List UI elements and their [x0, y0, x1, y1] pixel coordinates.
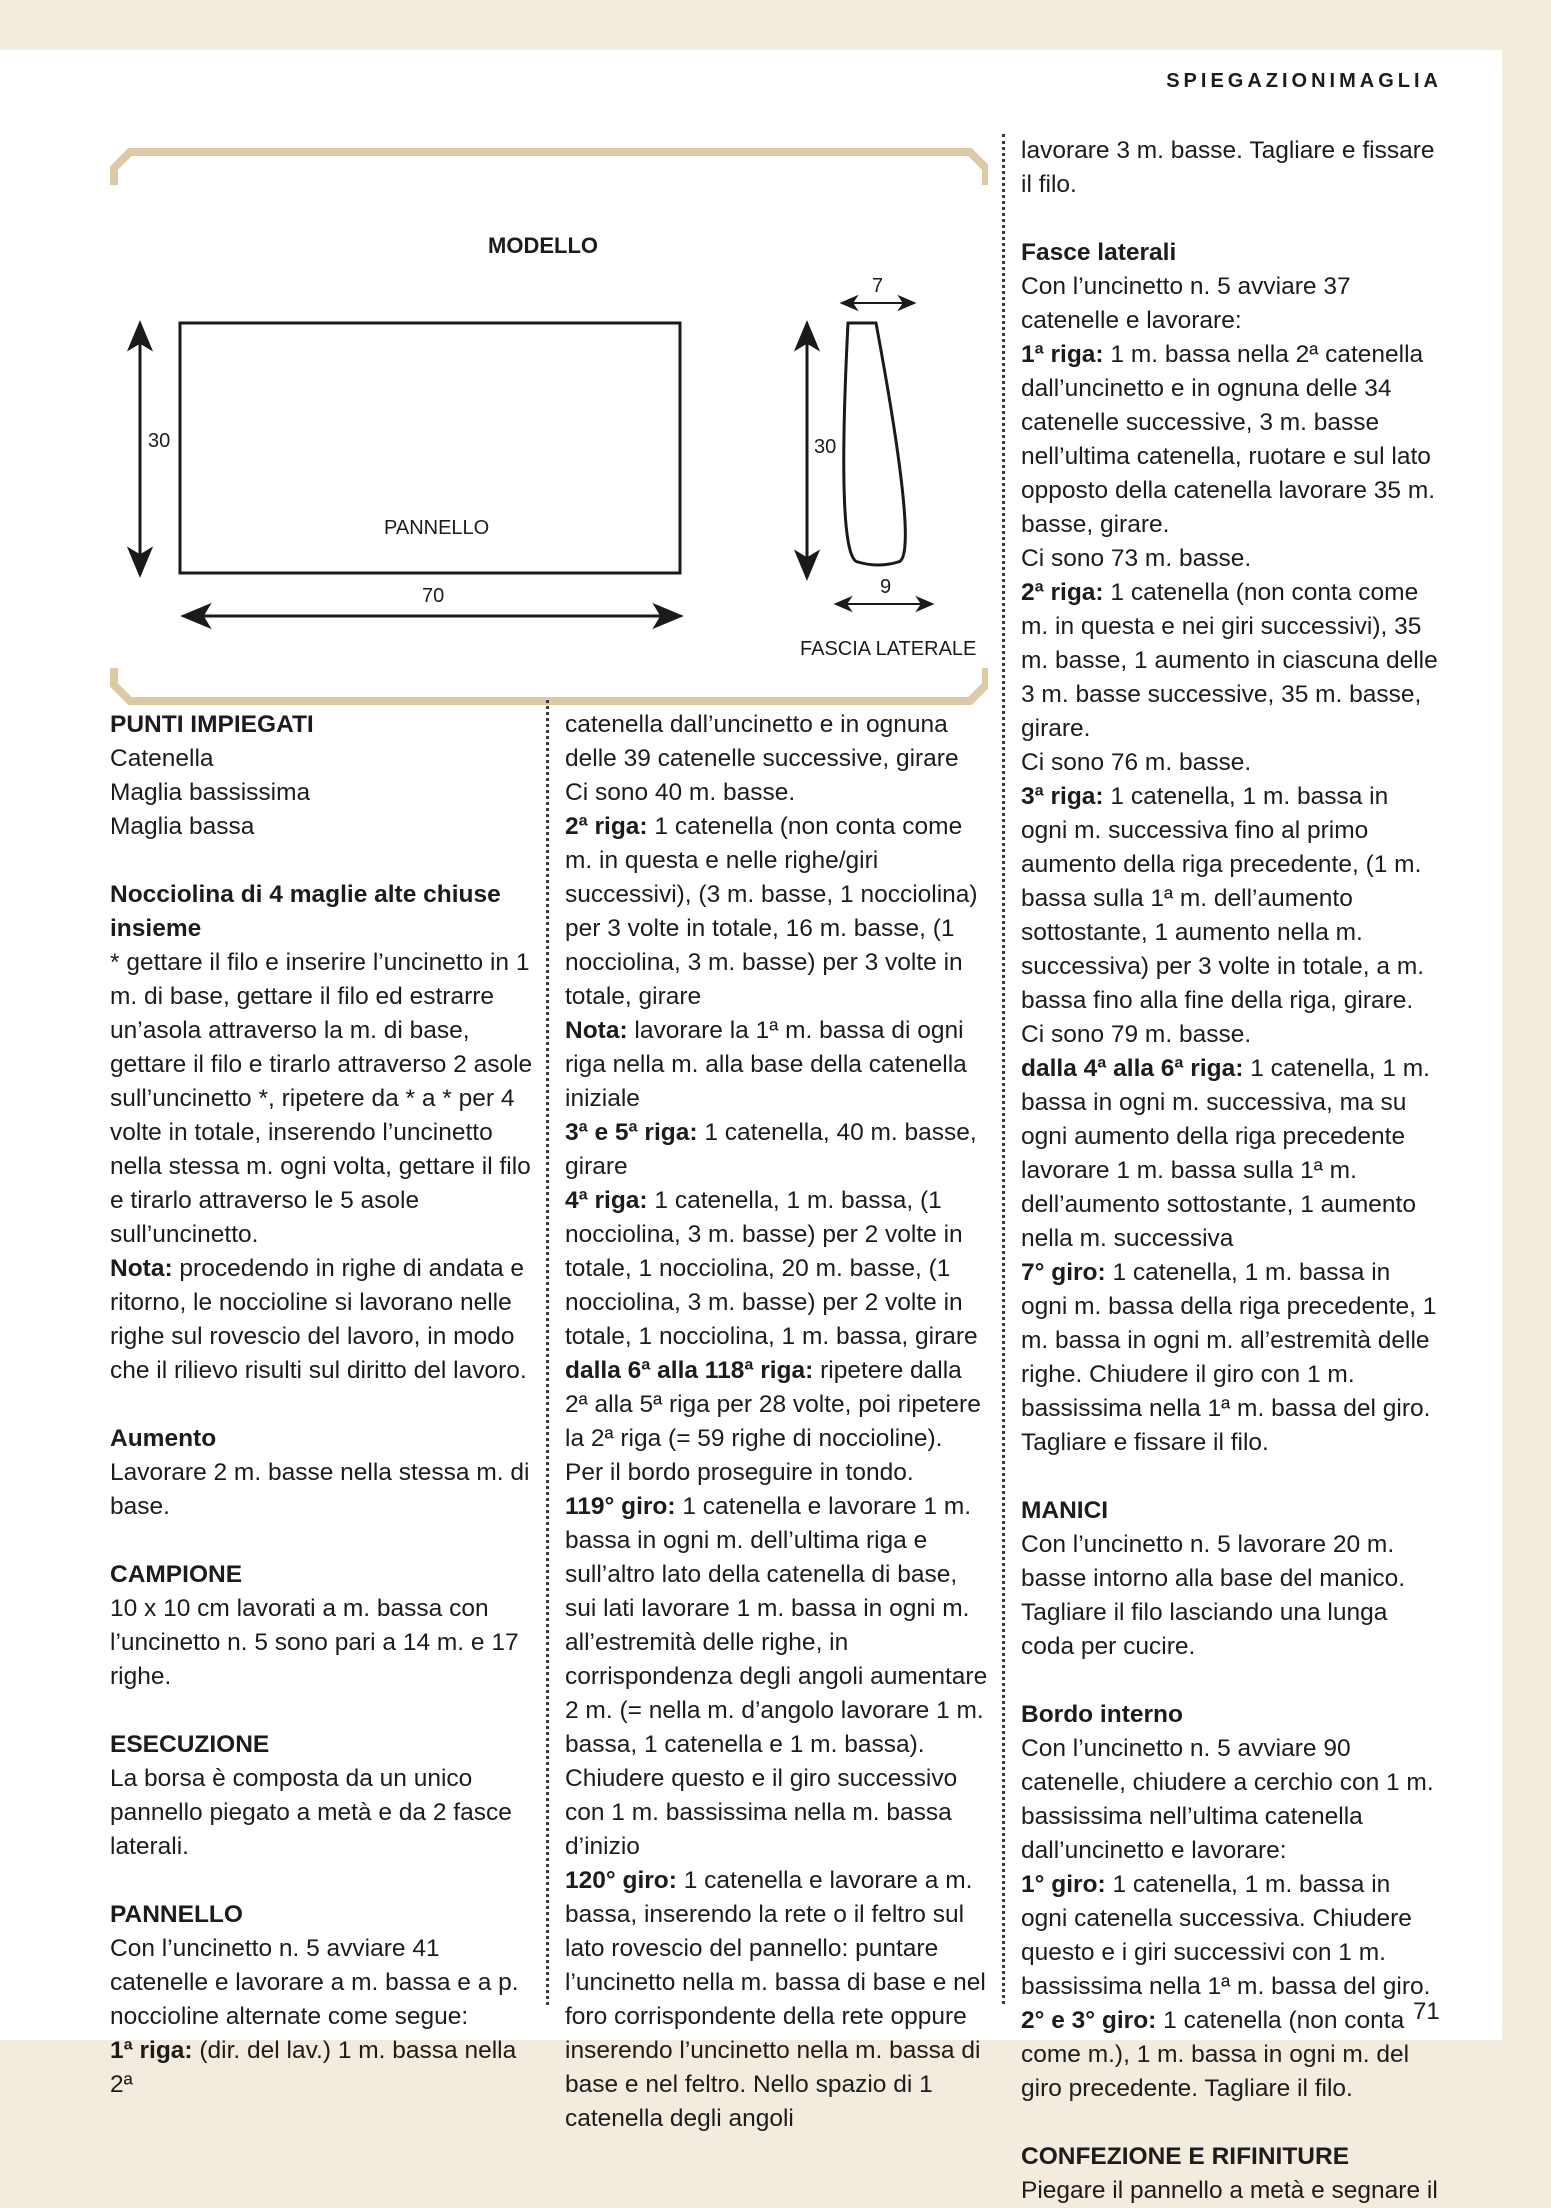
- instruction-row: [1021, 1256, 1441, 1460]
- row-text: 1 catenella, 1 m. bassa, (1 nocciolina, 3 m. basse) per 2 volte in totale, 1 nocciolina, 20 m. basse, (1 nocciolina, 3 m. basse) per 2 volte in totale, 1 nocciolina, 1 m. bassa, girare: [565, 1187, 978, 1350]
- instruction-row: [565, 1864, 990, 2136]
- section-heading: CAMPIONE: [110, 1561, 243, 1588]
- header-section: SPIEGAZIONI: [1166, 70, 1340, 92]
- row-label: 4ª riga:: [565, 1187, 648, 1214]
- spacer: [110, 1864, 535, 1898]
- paragraph: Ci sono 40 m. basse.: [565, 779, 796, 806]
- page: [0, 50, 1502, 2204]
- row-text: 1 catenella e lavorare a m. bassa, inserendo la rete o il feltro sul lato rovescio del pannello: puntare l’uncinetto nella m. bassa di base e nel foro corrispondente della rete oppure inserendo l’uncinetto nella m. bassa di base e nel feltro. Nello spazio di 1 catenella degli angoli: [565, 1867, 986, 2132]
- row-label: 7° giro:: [1021, 1259, 1106, 1286]
- model-diagram: [108, 140, 988, 720]
- side-bottom-width-label: 9: [880, 576, 892, 598]
- section-heading: Aumento: [110, 1425, 217, 1452]
- paragraph: Piegare il pannello a metà e segnare il: [1021, 2177, 1438, 2204]
- panel-height-arrow: [130, 324, 150, 574]
- panel-width-label: 70: [422, 585, 445, 607]
- paragraph: Ci sono 79 m. basse.: [1021, 1021, 1252, 1048]
- section-heading: MANICI: [1021, 1497, 1109, 1524]
- instruction-row: [565, 1184, 990, 1354]
- row-label: dalla 6ª alla 118ª riga:: [565, 1357, 814, 1384]
- diagram-title: MODELLO: [488, 233, 598, 258]
- row-text: 1 catenella (non conta come m. in questa e nei giri successivi), 35 m. basse, 1 aumento in ciascuna delle 3 m. basse successive, 35 m. basse, girare.: [1021, 579, 1438, 742]
- column-divider-2: [1002, 134, 1005, 2004]
- panel-label: PANNELLO: [384, 517, 490, 539]
- diagram-frame-top: [114, 152, 986, 185]
- instruction-row: [110, 1252, 535, 1388]
- diagram-drawing: [108, 140, 988, 720]
- paragraph: Con l’uncinetto n. 5 avviare 90 catenelle, chiudere a cerchio con 1 m. bassissima nell’ultima catenella dall’uncinetto e lavorare:: [1021, 1735, 1434, 1864]
- row-label: 1° giro:: [1021, 1871, 1106, 1898]
- text-column-1: [110, 708, 535, 2102]
- paragraph: Ci sono 73 m. basse.: [1021, 545, 1252, 572]
- instruction-row: [565, 1014, 990, 1116]
- page-number: 71: [1413, 1998, 1440, 2025]
- spacer: [110, 1524, 535, 1558]
- spacer: [1021, 1460, 1441, 1494]
- row-label: 120° giro:: [565, 1867, 677, 1894]
- paragraph: La borsa è composta da un unico pannello piegato a metà e da 2 fasce laterali.: [110, 1765, 512, 1860]
- instruction-row: [565, 1490, 990, 1864]
- header-topic: MAGLIA: [1339, 70, 1442, 92]
- row-label: 3ª riga:: [1021, 783, 1104, 810]
- paragraph: Con l’uncinetto n. 5 avviare 41 catenelle e lavorare a m. bassa e a p. noccioline alternate come segue:: [110, 1935, 519, 2030]
- instruction-row: [565, 810, 990, 1014]
- section-heading: PANNELLO: [110, 1901, 243, 1928]
- row-text: 1 catenella, 1 m. bassa in ogni m. successiva fino al primo aumento della riga precedente, (1 m. bassa sulla 1ª m. dell’aumento sottostante, 1 aumento nella m. successiva) per 3 volte in totale, a m. bassa fino alla fine della riga, girare.: [1021, 783, 1425, 1014]
- section-heading: Nocciolina di 4 maglie alte chiuse insieme: [110, 881, 501, 942]
- row-label: 2ª riga:: [1021, 579, 1104, 606]
- diagram-frame-bottom: [114, 668, 986, 701]
- row-label: 3ª e 5ª riga:: [565, 1119, 698, 1146]
- paragraph: Maglia bassa: [110, 813, 255, 840]
- paragraph: Maglia bassissima: [110, 779, 311, 806]
- row-text: 1 catenella (non conta come m. in questa e nelle righe/giri successivi), (3 m. basse, 1 nocciolina) per 3 volte in totale, 16 m. basse, (1 nocciolina, 3 m. basse) per 3 volte in totale, girare: [565, 813, 978, 1010]
- instruction-row: [565, 1354, 990, 1456]
- spacer: [1021, 2106, 1441, 2140]
- side-height-label: 30: [814, 436, 837, 458]
- instruction-row: [1021, 780, 1441, 1018]
- row-text: 1 catenella, 1 m. bassa in ogni m. bassa della riga precedente, 1 m. bassa in ogni m. all’estremità delle righe. Chiudere il giro con 1 m. bassissima nella 1ª m. bassa del giro. Tagliare e fissare il filo.: [1021, 1259, 1437, 1456]
- row-text: 1 catenella (non conta come m.), 1 m. bassa in ogni m. del giro precedente. Tagliare il filo.: [1021, 2007, 1410, 2102]
- spacer: [1021, 1664, 1441, 1698]
- paragraph: Lavorare 2 m. basse nella stessa m. di base.: [110, 1459, 530, 1520]
- side-panel-label: FASCIA LATERALE: [800, 638, 977, 660]
- row-text: 1 catenella, 1 m. bassa in ogni m. successiva, ma su ogni aumento della riga precedente lavorare 1 m. bassa sulla 1ª m. dell’aumento sottostante, 1 aumento nella m. successiva: [1021, 1055, 1430, 1252]
- row-label: 119° giro:: [565, 1493, 676, 1520]
- row-label: 1ª riga:: [110, 2037, 193, 2064]
- row-text: 1 m. bassa nella 2ª catenella dall’uncinetto e in ognuna delle 34 catenelle successive, 3 m. basse nell’ultima catenella, ruotare e sul lato opposto della catenella lavorare 35 m. basse, girare.: [1021, 341, 1436, 538]
- paragraph: Ci sono 76 m. basse.: [1021, 749, 1252, 776]
- section-heading: ESECUZIONE: [110, 1731, 270, 1758]
- instruction-row: [1021, 338, 1441, 542]
- row-label: Nota:: [565, 1017, 628, 1044]
- section-heading: CONFEZIONE E RIFINITURE: [1021, 2143, 1350, 2170]
- column-divider-1: [546, 700, 549, 2005]
- row-label: 1ª riga:: [1021, 341, 1104, 368]
- spacer: [110, 1694, 535, 1728]
- section-heading: Bordo interno: [1021, 1701, 1183, 1728]
- instruction-row: [1021, 1868, 1441, 2004]
- row-text: procedendo in righe di andata e ritorno, le noccioline si lavorano nelle righe sul rovescio del lavoro, in modo che il rilievo risulti sul diritto del lavoro.: [110, 1255, 527, 1384]
- instruction-row: [565, 1116, 990, 1184]
- side-top-width-label: 7: [872, 275, 884, 297]
- paragraph: Con l’uncinetto n. 5 avviare 37 catenelle e lavorare:: [1021, 273, 1351, 334]
- section-heading: Fasce laterali: [1021, 239, 1177, 266]
- spacer: [110, 1388, 535, 1422]
- row-text: (dir. del lav.) 1 m. bassa nella 2ª: [110, 2037, 517, 2098]
- side-top-width-arrow: [842, 297, 914, 309]
- instruction-row: [1021, 1052, 1441, 1256]
- paragraph: Con l’uncinetto n. 5 lavorare 20 m. basse intorno alla base del manico. Tagliare il filo lasciando una lunga coda per cucire.: [1021, 1531, 1406, 1660]
- paragraph: Per il bordo proseguire in tondo.: [565, 1459, 914, 1486]
- panel-height-label: 30: [148, 430, 171, 452]
- panel-width-arrow: [184, 606, 680, 626]
- section-heading: PUNTI IMPIEGATI: [110, 711, 314, 738]
- instruction-row: [110, 2034, 535, 2102]
- text-column-3: [1021, 134, 1441, 2208]
- paragraph: Catenella: [110, 745, 214, 772]
- spacer: [110, 844, 535, 878]
- paragraph: 10 x 10 cm lavorati a m. bassa con l’uncinetto n. 5 sono pari a 14 m. e 17 righe.: [110, 1595, 519, 1690]
- instruction-row: [1021, 576, 1441, 746]
- row-label: dalla 4ª alla 6ª riga:: [1021, 1055, 1244, 1082]
- paragraph: * gettare il filo e inserire l’uncinetto in 1 m. di base, gettare il filo ed estrarre un’asola attraverso la m. di base, gettare il filo e tirarlo attraverso 2 asole sull’uncinetto *, ripetere da * a * per 4 volte in totale, inserendo l’uncinetto nella stessa m. ogni volta, gettare il filo e tirarlo attraverso le 5 asole sull’uncinetto.: [110, 949, 533, 1248]
- row-label: Nota:: [110, 1255, 173, 1282]
- row-text: ripetere dalla 2ª alla 5ª riga per 28 volte, poi ripetere la 2ª riga (= 59 righe di noccioline).: [565, 1357, 981, 1452]
- row-text: lavorare la 1ª m. bassa di ogni riga nella m. alla base della catenella iniziale: [565, 1017, 967, 1112]
- paragraph: lavorare 3 m. basse. Tagliare e fissare il filo.: [1021, 137, 1435, 198]
- instruction-row: [1021, 2004, 1441, 2106]
- row-text: 1 catenella e lavorare 1 m. bassa in ogni m. dell’ultima riga e sull’altro lato della catenella di base, sui lati lavorare 1 m. bassa in ogni m. all’estremità delle righe, in corrispondenza degli angoli aumentare 2 m. (= nella m. d’angolo lavorare 1 m. bassa, 1 catenella e 1 m. bassa). Chiudere questo e il giro successivo con 1 m. bassissima nella m. bassa d’inizio: [565, 1493, 988, 1860]
- row-label: 2ª riga:: [565, 813, 648, 840]
- row-label: 2° e 3° giro:: [1021, 2007, 1157, 2034]
- row-text: 1 catenella, 40 m. basse, girare: [565, 1119, 977, 1180]
- section-header: [1166, 70, 1442, 93]
- side-panel-shape: [844, 323, 906, 565]
- row-text: 1 catenella, 1 m. bassa in ogni catenella successiva. Chiudere questo e i giri successivi con 1 m. bassissima nella 1ª m. bassa del giro.: [1021, 1871, 1431, 2000]
- spacer: [1021, 202, 1441, 236]
- paragraph: catenella dall’uncinetto e in ognuna delle 39 catenelle successive, girare: [565, 711, 959, 772]
- text-column-2: [565, 708, 990, 2136]
- side-bottom-width-arrow: [836, 598, 932, 610]
